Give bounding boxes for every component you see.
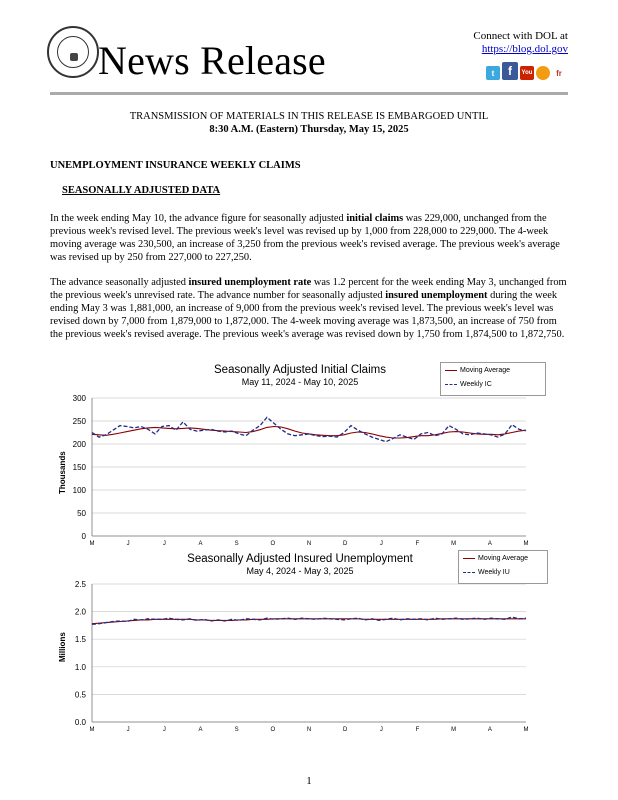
x-tick-label: D: [342, 727, 348, 733]
legend-label: Moving Average: [478, 555, 529, 562]
y-tick-label: 150: [72, 463, 86, 472]
x-tick-label: N: [306, 727, 312, 733]
x-tick-label: M: [523, 541, 529, 547]
y-tick-label: 2.0: [74, 607, 86, 617]
insured-unemployment-paragraph: [50, 276, 570, 341]
y-tick-label: 50: [77, 509, 86, 518]
p1-text-a: In the week ending May 10, the advance figure for seasonally adjusted: [50, 213, 347, 224]
seal-inner-ring: [57, 36, 89, 68]
x-tick-label: J: [379, 541, 383, 547]
p2-bold-insured: insured unemployment: [385, 290, 488, 301]
x-tick-label: J: [162, 541, 166, 547]
blog-icon[interactable]: [536, 66, 550, 80]
section-title: UNEMPLOYMENT INSURANCE WEEKLY CLAIMS: [50, 160, 301, 171]
legend-item-weekly-ic: [445, 381, 492, 388]
legend-line-solid: [445, 370, 457, 371]
y-tick-label: 0.5: [74, 690, 86, 700]
x-tick-label: A: [198, 541, 203, 547]
chart1-legend: [440, 362, 546, 396]
x-tick-label: M: [451, 541, 457, 547]
twitter-icon[interactable]: t: [486, 66, 500, 80]
x-tick-label: F: [415, 541, 420, 547]
chart1-title: Seasonally Adjusted Initial Claims: [214, 364, 386, 376]
connect-block: [473, 30, 568, 56]
embargo-line-1: TRANSMISSION OF MATERIALS IN THIS RELEASE IS EMBARGOED UNTIL: [129, 111, 489, 122]
dol-seal-icon: [47, 26, 99, 78]
legend-line-dashed: [445, 384, 457, 385]
y-tick-label: 200: [72, 440, 86, 449]
p2-text-e: during the week ending May 3 was 1,881,000, an increase of 9,000 from the previous week's revised level. The previous week's level was revised down by 7,000 from 1,879,000 to 1,872,000. The 4-week moving average was 1,873,500, an increase of 750 from the previous week's revised average. The previous week's average was revised down by 1,750 from 1,874,500 to 1,872,750.: [50, 290, 565, 340]
y-tick-label: 0.0: [74, 718, 86, 727]
chart1-subtitle: May 11, 2024 - May 10, 2025: [241, 377, 359, 387]
legend-item-moving-average: [445, 367, 510, 374]
y-tick-label: 1.5: [74, 635, 86, 645]
x-tick-label: M: [89, 727, 95, 733]
x-tick-label: F: [415, 727, 420, 733]
legend-line-dashed: [463, 572, 475, 573]
connect-text: Connect with DOL at: [473, 30, 568, 42]
legend-label: Weekly IU: [478, 569, 510, 576]
legend-label: Moving Average: [460, 367, 511, 374]
x-tick-label: J: [162, 727, 166, 733]
p1-text-c: was 229,000, unchanged from the previous week's revised level. The previous week's level was revised up by 1,000 from 228,000 to 229,000. The 4-week moving average was 230,500, an increase of 3,250 from the previous week's revised average. The previous week's average was revised up by 250 from 227,000 to 227,250.: [50, 213, 560, 263]
y-tick-label: 1.0: [74, 662, 86, 672]
x-tick-label: A: [487, 541, 492, 547]
y-tick-label: 2.5: [74, 580, 86, 589]
x-tick-label: S: [234, 541, 239, 547]
x-tick-label: S: [234, 727, 239, 733]
legend-label: Weekly IC: [460, 381, 492, 388]
series-line-weekly: [92, 617, 526, 624]
chart2-title: Seasonally Adjusted Insured Unemployment: [187, 553, 413, 565]
y-tick-label: 300: [72, 394, 86, 403]
chart2-legend: [458, 550, 548, 584]
p2-bold-rate: insured unemployment rate: [188, 277, 312, 288]
legend-line-solid: [463, 558, 475, 559]
x-tick-label: M: [89, 541, 95, 547]
x-tick-label: A: [487, 727, 492, 733]
x-tick-label: D: [342, 541, 348, 547]
p1-bold-initial-claims: initial claims: [346, 213, 404, 224]
youtube-icon[interactable]: You: [520, 66, 534, 80]
initial-claims-chart: [50, 362, 570, 550]
x-tick-label: J: [126, 541, 130, 547]
masthead-title: News Release: [98, 38, 326, 83]
x-tick-label: M: [451, 727, 457, 733]
p2-text-a: The advance seasonally adjusted: [50, 277, 189, 288]
x-tick-label: O: [270, 727, 276, 733]
page-number: 1: [306, 775, 312, 787]
seal-eagle-icon: [70, 53, 78, 61]
chart1-ylabel: Thousands: [58, 451, 67, 494]
legend-item-moving-average: [463, 555, 528, 562]
blog-link[interactable]: https://blog.dol.gov: [481, 43, 568, 55]
x-tick-label: A: [198, 727, 203, 733]
x-tick-label: N: [306, 541, 312, 547]
x-tick-label: J: [379, 727, 383, 733]
x-tick-label: M: [523, 727, 529, 733]
y-tick-label: 250: [72, 417, 86, 426]
chart2-subtitle: May 4, 2024 - May 3, 2025: [246, 566, 354, 576]
header-rule: [50, 92, 568, 95]
facebook-icon[interactable]: f: [502, 62, 518, 80]
social-icons: [486, 62, 566, 80]
x-tick-label: O: [270, 541, 276, 547]
y-tick-label: 0: [81, 532, 86, 541]
p2-text-c: was 1.2 percent for the week ending May 3, unchanged from the previous week's unrevised rate. The advance number for seasonally adjusted: [50, 277, 567, 301]
embargo-line-2: 8:30 A.M. (Eastern) Thursday, May 15, 2025: [209, 124, 409, 135]
initial-claims-paragraph: [50, 212, 570, 264]
x-tick-label: J: [126, 727, 130, 733]
espanol-icon[interactable]: fr: [552, 66, 566, 80]
insured-unemployment-chart: [50, 550, 570, 740]
section-subtitle: SEASONALLY ADJUSTED DATA: [62, 185, 221, 196]
chart2-ylabel: Millions: [58, 632, 67, 662]
y-tick-label: 100: [72, 486, 86, 495]
legend-item-weekly-iu: [463, 569, 510, 576]
embargo-notice: [50, 110, 568, 136]
